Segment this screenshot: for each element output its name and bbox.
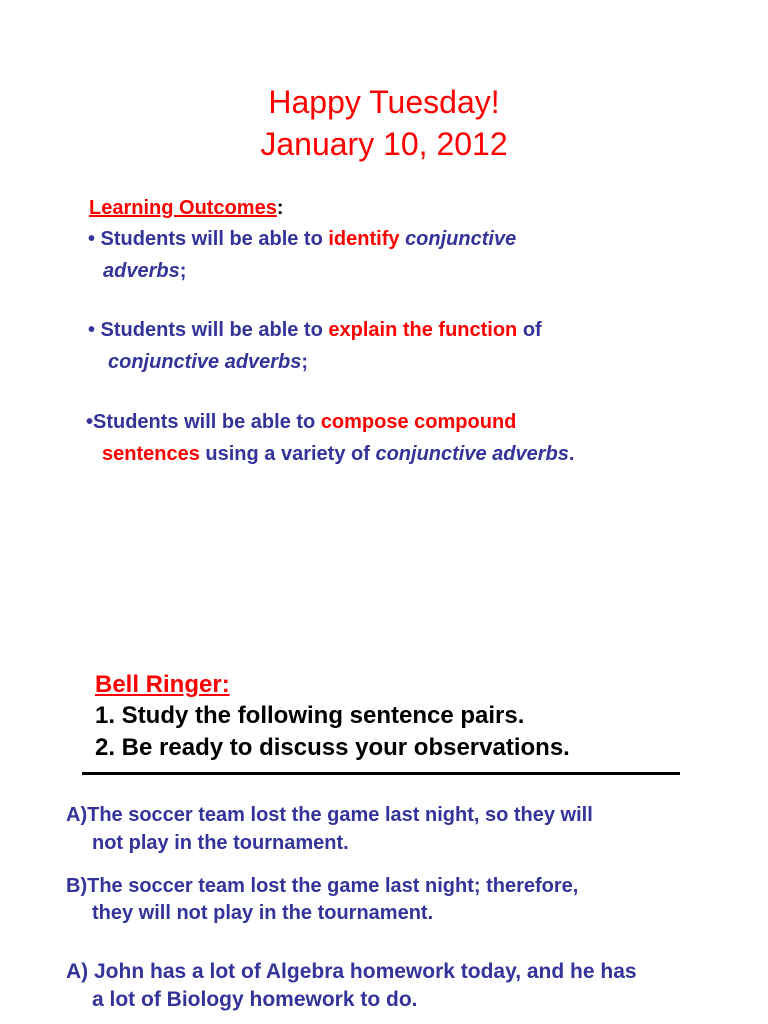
outcome-item-2-line-2-end: ; <box>301 351 309 373</box>
outcome-item-1-text: • Students will be able to <box>88 228 329 250</box>
bell-ringer-heading <box>95 670 230 700</box>
example-a-line-1: A)The soccer team lost the game last night, so they will <box>66 804 593 826</box>
outcome-item-1-line-2 <box>103 259 186 283</box>
outcome-item-1-line-2-italic: adverbs <box>103 260 180 282</box>
outcome-item-1-line-2-end: ; <box>179 260 187 282</box>
outcome-item-3-line-1 <box>86 410 516 434</box>
outcome-item-3-highlight: compose compound <box>320 411 517 433</box>
outcomes-heading <box>89 196 283 220</box>
outcome-item-3-line-2-text: using a variety of <box>199 443 376 465</box>
outcomes-heading-colon: : <box>276 197 284 219</box>
outcome-item-1-highlight: identify <box>328 228 400 250</box>
example-c-line-1: A) John has a lot of Algebra homework today, and he has <box>66 960 637 983</box>
outcome-item-3-line-2-highlight: sentences <box>102 443 200 465</box>
outcome-item-2-line-2 <box>108 350 308 374</box>
example-b-line-1: B)The soccer team lost the game last night; therefore, <box>66 875 579 897</box>
outcomes-heading-label: Learning Outcomes <box>89 197 277 219</box>
outcome-item-2-line-2-italic: conjunctive adverbs <box>108 351 302 373</box>
title-line-1: Happy Tuesday! <box>268 84 500 120</box>
outcome-item-1-italic: conjunctive <box>405 228 517 250</box>
bell-ringer-step-2: 2. Be ready to discuss your observations. <box>95 734 570 761</box>
bell-ringer-heading-label: Bell Ringer: <box>95 671 230 698</box>
outcome-item-2-line-1 <box>88 318 542 342</box>
outcome-item-2-after: of <box>517 319 542 341</box>
outcome-item-1-line-1 <box>88 227 516 251</box>
outcome-item-3-line-2 <box>102 442 574 466</box>
outcome-item-2-text: • Students will be able to <box>88 319 329 341</box>
outcome-item-3-line-2-italic: conjunctive adverbs <box>375 443 569 465</box>
title-line-2: January 10, 2012 <box>260 126 508 162</box>
example-c-line-2: a lot of Biology homework to do. <box>92 988 418 1011</box>
example-a-line-2: not play in the tournament. <box>92 832 349 854</box>
outcome-item-3-text: •Students will be able to <box>86 411 321 433</box>
divider-rule <box>82 772 680 775</box>
bell-ringer-step-1: 1. Study the following sentence pairs. <box>95 702 525 729</box>
example-b-line-2: they will not play in the tournament. <box>92 902 434 924</box>
outcome-item-3-line-2-end: . <box>568 443 575 465</box>
outcome-item-2-highlight: explain the function <box>328 319 518 341</box>
